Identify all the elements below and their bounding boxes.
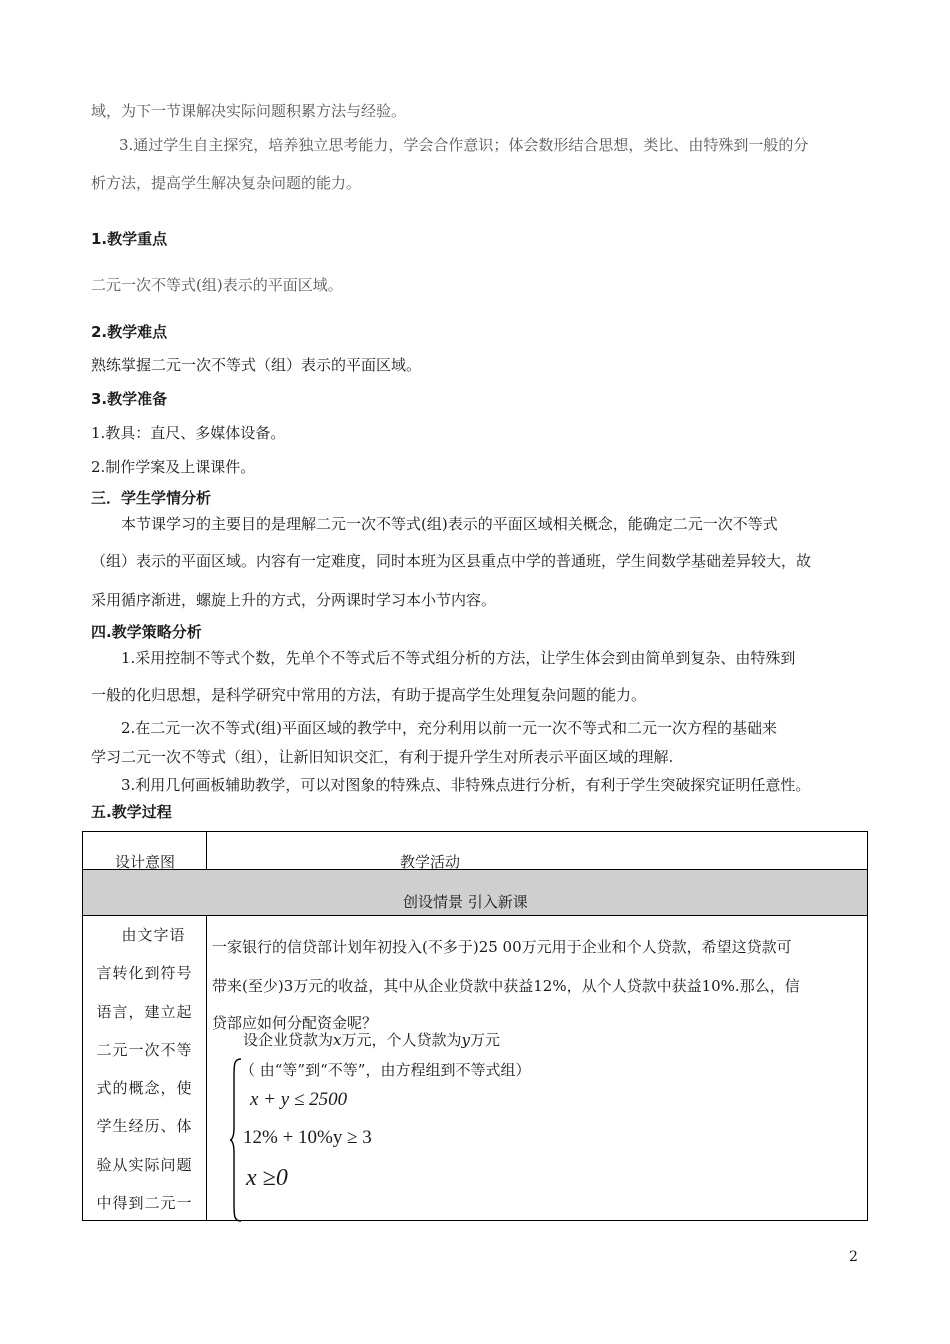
problem-line3: 贷部应如何分配资金呢？ [212,1014,378,1032]
strategy-2-line2: 学习二元一次不等式（组），让新旧知识交汇，有利于提升学生对所表示平面区域的理解. [91,748,674,766]
equality-to-inequality-note: （ 由“等”到“不等”，由方程组到不等式组） [240,1061,531,1079]
variables-statement [243,1029,500,1050]
variables-mid: 万元，个人贷款为 [341,1031,462,1049]
strategy-1-line2: 一般的化归思想，是科学研究中常用的方法，有助于提高学生处理复杂问题的能力。 [91,686,647,704]
intent-line: 由文字语 [121,926,186,944]
intent-line: 言转化到符号 [96,964,193,983]
table-line [83,869,867,870]
strategy-1-line1: 1.采用控制不等式个数，先单个不等式后不等式组分析的方法，让学生体会到由简单到复杂、由特殊到 [121,649,796,667]
problem-line1: 一家银行的信贷部计划年初投入(不多于)25 00万元用于企业和个人贷款，希望这贷款可 [212,938,792,956]
inequality-1: x + y ≤ 2500 [250,1089,348,1110]
left-brace-icon [229,1058,243,1222]
student-analysis-line3: 采用循序渐进，螺旋上升的方式，分两课时学习本小节内容。 [91,591,497,609]
section-key-points-title: 1.教学重点 [91,230,168,248]
intent-line: 式的概念，使 [96,1079,193,1098]
inequality-3: x ≥0 [246,1165,288,1191]
section-student-title: 三．学生学情分析 [91,489,212,507]
intent-line: 验从实际问题 [96,1155,193,1174]
section-process-title: 五.教学过程 [91,803,172,821]
problem-line2: 带来(至少)3万元的收益，其中从企业贷款中获益12%，从个人贷款中获益10%.那么，信 [212,977,800,995]
student-analysis-line2: （组）表示的平面区域。内容有一定难度，同时本班为区县重点中学的普通班，学生间数学基础差异较大，故 [91,552,812,570]
objective-3-line2: 析方法，提高学生解决复杂问题的能力。 [91,174,362,192]
preparation-item-1: 1.教具：直尺、多媒体设备。 [91,424,286,442]
section-difficulties-title: 2.教学难点 [91,323,168,341]
section-key-points-body: 二元一次不等式(组)表示的平面区域。 [91,276,343,294]
table-column-divider [206,832,207,870]
intent-line: 二元一次不等 [96,1040,193,1059]
paragraph-continuation: 域，为下一节课解决实际问题积累方法与经验。 [91,102,407,120]
intent-line: 学生经历、体 [96,1117,193,1136]
preparation-item-2: 2.制作学案及上课课件。 [91,458,256,476]
strategy-3: 3.利用几何画板辅助教学，可以对图象的特殊点、非特殊点进行分析，有利于学生突破探究证明任意性。 [121,776,811,794]
objective-3-line1: 3.通过学生自主探究，培养独立思考能力，学会合作意识；体会数形结合思想，类比、由特殊到一般的分 [119,136,809,154]
section-preparation-title: 3.教学准备 [91,390,168,408]
strategy-2-line1: 2.在二元一次不等式(组)平面区域的教学中，充分利用以前一元一次不等式和二元一次方程的基础来 [121,719,778,737]
table-section-title: 创设情景 引入新课 [403,893,528,911]
table-column-divider [206,916,207,1220]
page-number: 2 [849,1249,858,1265]
inequality-2: 12% + 10%y ≥ 3 [243,1127,372,1148]
design-intent-column [83,916,206,1222]
section-difficulties-body: 熟练掌握二元一次不等式（组）表示的平面区域。 [91,356,422,374]
table-header-activity: 教学活动 [400,853,461,871]
section-strategy-title: 四.教学策略分析 [91,623,202,641]
student-analysis-line1: 本节课学习的主要目的是理解二元一次不等式(组)表示的平面区域相关概念，能确定二元一次不等式 [121,515,778,533]
table-header-intent: 设计意图 [115,853,176,871]
variables-pre: 设企业贷款为 [243,1031,334,1049]
teaching-process-table [82,831,868,1221]
var-y: y [461,1031,470,1049]
intent-line: 中得到二元一 [96,1194,193,1213]
intent-line: 语言，建立起 [96,1002,193,1021]
variables-post: 万元 [469,1031,500,1049]
var-x: x [333,1031,342,1049]
